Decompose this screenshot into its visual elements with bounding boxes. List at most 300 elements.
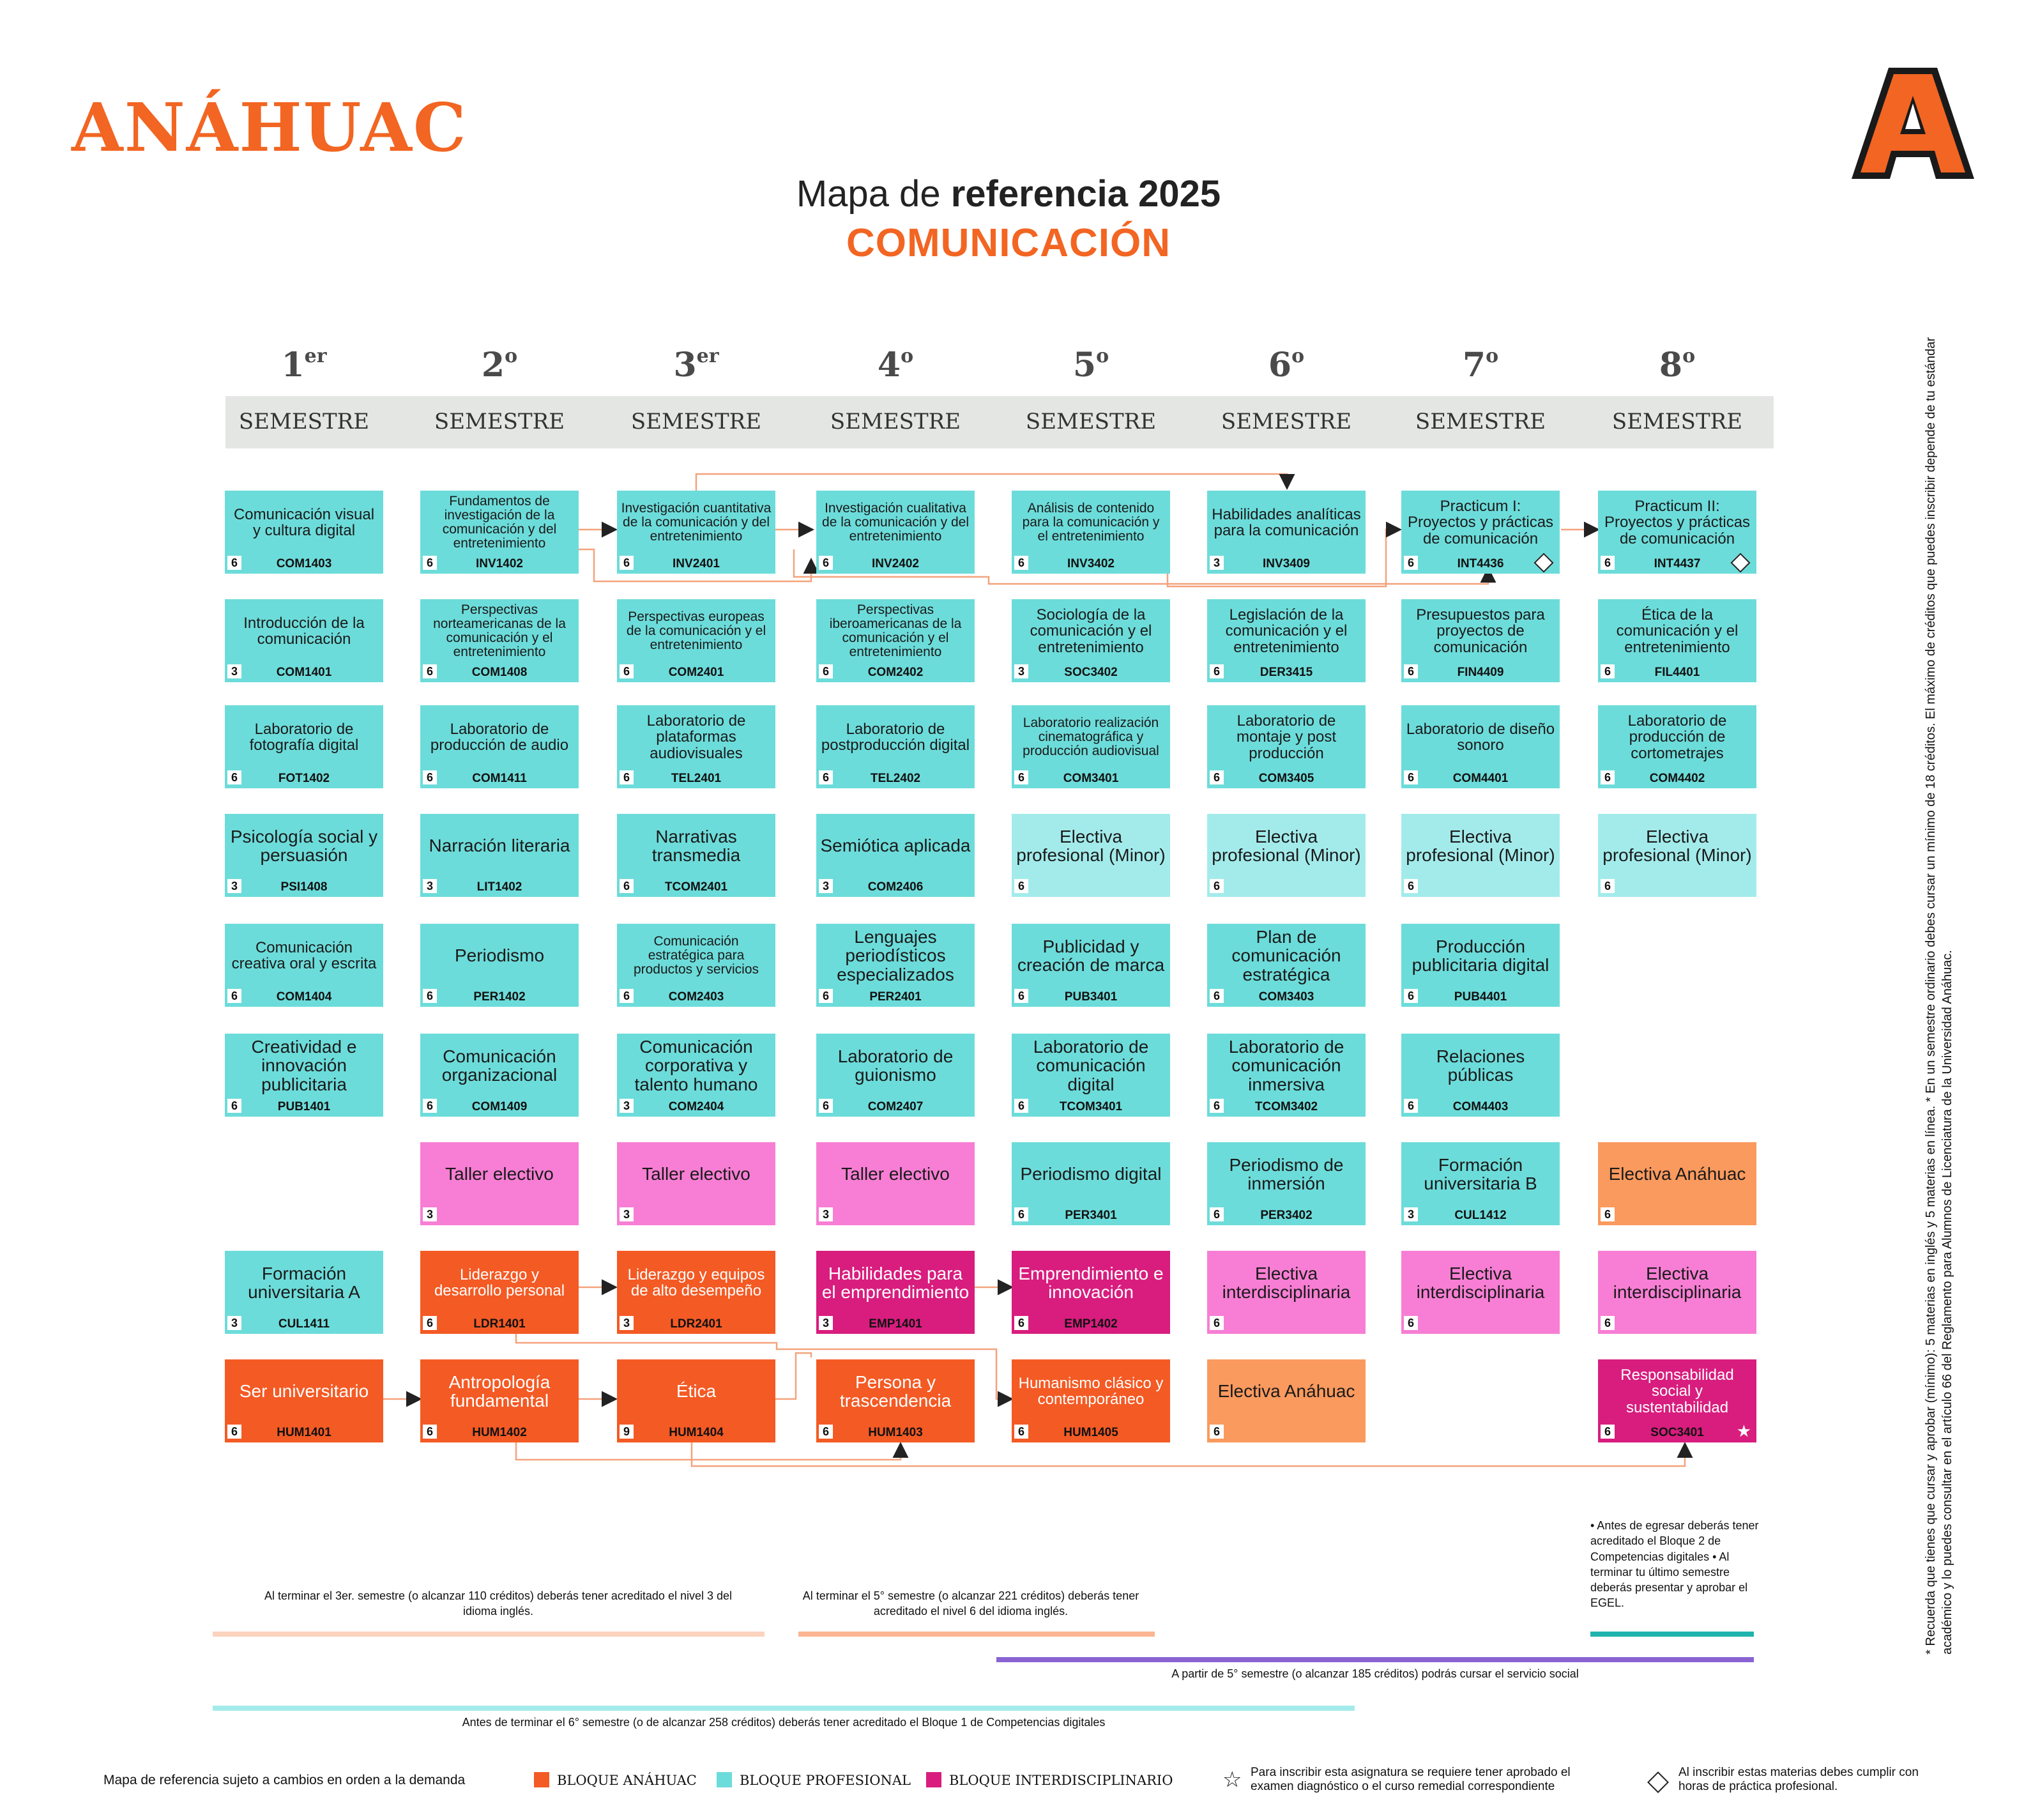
course-box-int4437	[1598, 491, 1756, 574]
course-box-fot1402	[225, 705, 383, 788]
course-box-elective	[1207, 814, 1366, 897]
course-credits: 3	[1210, 556, 1224, 570]
semester-label-3: SEMESTRE	[630, 409, 762, 434]
course-code: COM2402	[867, 666, 924, 679]
course-name: Presupuestos para proyectos de comunicación	[1416, 606, 1545, 656]
course-credits: 6	[423, 770, 437, 784]
course-box-fil4401	[1598, 599, 1756, 682]
course-box-pub4401	[1401, 924, 1560, 1007]
course-code: EMP1402	[1064, 1317, 1118, 1331]
course-credits: 3	[819, 879, 833, 893]
semester-number-8: 8$^o$	[1659, 345, 1696, 385]
course-credits: 6	[620, 989, 634, 1003]
course-box-hum1402	[420, 1359, 579, 1442]
course-name: Electiva profesional (Minor)	[1602, 826, 1752, 865]
course-box-com1404	[225, 924, 383, 1007]
semester-label-7: SEMESTRE	[1415, 409, 1546, 434]
course-box-elective	[1207, 1359, 1366, 1442]
course-code: PUB3401	[1064, 990, 1118, 1004]
course-credits: 6	[423, 1425, 437, 1439]
course-code: CUL1412	[1454, 1209, 1507, 1222]
course-name: Habilidades analíticas para la comunicación	[1212, 505, 1361, 539]
course-name: Periodismo digital	[1020, 1164, 1162, 1184]
course-code: COM3403	[1258, 990, 1314, 1004]
course-box-com2403	[617, 924, 775, 1007]
course-box-hum1404	[617, 1359, 775, 1442]
course-code: COM4402	[1649, 772, 1705, 785]
course-name: Emprendimiento e innovación	[1018, 1263, 1164, 1302]
course-code: PUB4401	[1454, 990, 1507, 1004]
course-code: COM2404	[668, 1100, 724, 1113]
course-box-elective	[816, 1142, 975, 1225]
course-credits: 6	[1404, 1099, 1418, 1113]
course-credits: 6	[1404, 879, 1418, 893]
english-level-3-note: Al terminar el 3er. semestre (o alcanzar 110 créditos) deberás tener acreditado el nivel 3 del idioma inglés.	[264, 1589, 733, 1618]
course-name: Taller electivo	[642, 1164, 750, 1184]
course-name: Comunicación visual y cultura digital	[233, 505, 375, 539]
course-box-ldr1401	[420, 1251, 579, 1334]
course-credits: 6	[1014, 1207, 1028, 1221]
course-name: Practicum II: Proyectos y prácticas de comunicación	[1604, 498, 1751, 547]
connector-inv2401-inv3409	[696, 474, 1287, 491]
course-box-lit1402	[420, 814, 579, 897]
course-credits: 6	[423, 664, 437, 678]
course-code: COM3401	[1063, 772, 1119, 785]
legend-disclaimer: Mapa de referencia sujeto a cambios en orden a la demanda	[103, 1773, 466, 1787]
course-name: Persona y trascendencia	[839, 1372, 952, 1411]
course-box-fin4409	[1401, 599, 1560, 682]
semester-label-2: SEMESTRE	[434, 409, 565, 434]
course-name: Humanismo clásico y contemporáneo	[1018, 1374, 1164, 1408]
course-box-inv2401	[617, 491, 775, 574]
course-credits: 6	[1210, 1099, 1224, 1113]
course-box-elective	[1598, 1251, 1756, 1334]
course-box-ldr2401	[617, 1251, 775, 1334]
course-name: Ética	[676, 1381, 717, 1402]
course-credits: 6	[227, 1099, 241, 1113]
course-code: INV3409	[1263, 557, 1310, 570]
course-name: Fundamentos de investigación de la comunicación y del entretenimiento	[442, 493, 557, 551]
legend-anahuac-label: BLOQUE ANÁHUAC	[557, 1773, 697, 1788]
course-credits: 6	[1601, 770, 1615, 784]
semester-number-7: 7$^o$	[1462, 345, 1499, 385]
course-box-elective	[1207, 1251, 1366, 1334]
course-box-emp1401	[816, 1251, 975, 1334]
course-box-hum1405	[1012, 1359, 1170, 1442]
course-credits: 6	[1404, 1316, 1418, 1330]
course-credits: 6	[423, 1316, 437, 1330]
course-credits: 6	[1601, 1316, 1615, 1330]
course-code: TCOM2401	[664, 880, 728, 894]
course-name: Formación universitaria B	[1424, 1154, 1537, 1193]
course-credits: 3	[227, 1316, 241, 1330]
course-credits: 6	[819, 1425, 833, 1439]
side-requirements-note: * Recuerda que tienes que cursar y aprobar (mínimo): 5 materias en inglés y 5 materias en línea. * En un semestre ordinario debes cursar un mínimo de 18 créditos. El máximo de créditos que puedes inscribir depende de tu estándar académico y lo puedes consultar en el artículo 66 del Reglamento para Alumnos de Licenciatura de la Universidad Anáhuac.	[1924, 337, 1954, 1655]
course-box-soc3402	[1012, 599, 1170, 682]
course-code: SOC3401	[1650, 1426, 1704, 1439]
course-name: Laboratorio de producción de cortometrajes	[1627, 712, 1727, 762]
course-name: Laboratorio de guionismo	[837, 1046, 954, 1085]
course-box-com1411	[420, 705, 579, 788]
course-code: COM1409	[471, 1100, 528, 1113]
course-name: Comunicación estratégica para productos y servicios	[633, 933, 759, 977]
digital-competencies-note: Antes de terminar el 6° semestre (o de alcanzar 258 créditos) deberás tener acreditado el Bloque 1 de Competencias digitales	[462, 1716, 1106, 1729]
course-name: Lenguajes periodísticos especializados	[837, 926, 954, 984]
course-credits: 3	[819, 1316, 833, 1330]
course-box-psi1408	[225, 814, 383, 897]
course-code: INV1402	[476, 557, 523, 570]
course-box-inv2402	[816, 491, 975, 574]
course-code: HUM1404	[669, 1426, 724, 1439]
course-credits: 6	[1404, 556, 1418, 570]
course-code: HUM1401	[277, 1426, 331, 1439]
course-box-tcom3401	[1012, 1034, 1170, 1117]
english-level-6-bar	[798, 1632, 1155, 1637]
course-box-soc3401	[1598, 1359, 1756, 1442]
course-code: PSI1408	[280, 880, 328, 894]
legend-anahuac-swatch	[534, 1772, 549, 1787]
course-code: PER1402	[473, 990, 526, 1004]
course-credits: 6	[620, 770, 634, 784]
semester-number-5: 5$^o$	[1072, 345, 1109, 385]
course-name: Creatividad e innovación publicitaria	[251, 1036, 357, 1094]
course-box-com1403	[225, 491, 383, 574]
course-credits: 6	[1601, 664, 1615, 678]
course-name: Publicidad y creación de marca	[1017, 936, 1165, 975]
course-credits: 3	[819, 1207, 833, 1221]
course-code: EMP1401	[869, 1317, 922, 1331]
course-code: INT4436	[1457, 557, 1504, 570]
course-name: Perspectivas norteamericanas de la comunicación y el entretenimiento	[433, 602, 566, 660]
star-icon: ☆	[1222, 1768, 1242, 1792]
course-box-com3403	[1207, 924, 1366, 1007]
course-code: HUM1402	[472, 1426, 527, 1439]
course-box-int4436	[1401, 491, 1560, 574]
course-code: LDR1401	[473, 1317, 526, 1331]
course-name: Análisis de contenido para la comunicación y el entretenimiento	[1022, 500, 1160, 544]
course-credits: 6	[1014, 1425, 1028, 1439]
course-name: Comunicación creativa oral y escrita	[231, 938, 377, 972]
course-credits: 6	[1210, 1425, 1224, 1439]
course-box-com3405	[1207, 705, 1366, 788]
course-code: INT4437	[1654, 557, 1701, 570]
course-box-elective	[1598, 814, 1756, 897]
course-code: COM1411	[472, 772, 527, 785]
semester-label-6: SEMESTRE	[1221, 409, 1352, 434]
course-code: LIT1402	[476, 880, 522, 894]
course-credits: 6	[819, 770, 833, 784]
egel-note: • Antes de egresar deberás tener acreditado el Bloque 2 de Competencias digitales • Al terminar tu último semestre deberás presentar y aprobar el EGEL.	[1590, 1519, 1759, 1610]
semester-number-6: 6$^o$	[1268, 345, 1305, 385]
course-credits: 6	[620, 664, 634, 678]
course-box-tcom2401	[617, 814, 775, 897]
course-name: Habilidades para el emprendimiento	[821, 1263, 970, 1302]
english-level-3-bar	[213, 1632, 765, 1637]
course-credits: 6	[1404, 664, 1418, 678]
course-name: Practicum I: Proyectos y prácticas de comunicación	[1407, 498, 1554, 547]
social-service-bar	[996, 1657, 1754, 1662]
course-code: PER3402	[1260, 1209, 1313, 1222]
course-box-com2401	[617, 599, 775, 682]
semester-label-1: SEMESTRE	[238, 409, 370, 434]
course-name: Formación universitaria A	[248, 1263, 360, 1302]
course-box-com4402	[1598, 705, 1756, 788]
course-credits: 6	[1210, 1316, 1224, 1330]
social-service-note: A partir de 5° semestre (o alcanzar 185 créditos) podrás cursar el servicio social	[1171, 1667, 1579, 1680]
course-name: Laboratorio realización cinematográfica y producción audiovisual	[1023, 715, 1159, 759]
course-credits: 6	[1014, 1316, 1028, 1330]
course-name: Liderazgo y desarrollo personal	[434, 1266, 565, 1299]
course-credits: 6	[1601, 1207, 1615, 1221]
course-box-com2404	[617, 1034, 775, 1117]
course-box-tcom3402	[1207, 1034, 1366, 1117]
course-name: Legislación de la comunicación y el entretenimiento	[1225, 606, 1348, 656]
course-credits: 6	[423, 989, 437, 1003]
course-code: FOT1402	[278, 772, 330, 785]
course-code: HUM1403	[868, 1426, 923, 1439]
semester-number-4: 4$^o$	[877, 345, 914, 385]
course-credits: 6	[1601, 879, 1615, 893]
course-name: Liderazgo y equipos de alto desempeño	[627, 1266, 765, 1299]
course-credits: 6	[423, 1099, 437, 1113]
course-credits: 3	[620, 1099, 634, 1113]
course-name: Plan de comunicación estratégica	[1231, 926, 1341, 984]
course-name: Electiva Anáhuac	[1217, 1381, 1355, 1402]
course-credits: 6	[227, 770, 241, 784]
course-code: PUB1401	[277, 1100, 331, 1113]
course-box-inv1402	[420, 491, 579, 574]
course-code: FIN4409	[1457, 666, 1504, 679]
course-name: Laboratorio de comunicación digital	[1033, 1036, 1149, 1094]
course-credits: 6	[1014, 770, 1028, 784]
semester-label-5: SEMESTRE	[1025, 409, 1157, 434]
course-name: Narración literaria	[429, 836, 570, 856]
course-name: Taller electivo	[841, 1164, 950, 1184]
course-credits: 6	[1014, 989, 1028, 1003]
course-box-elective	[420, 1142, 579, 1225]
course-box-com1401	[225, 599, 383, 682]
course-code: COM2403	[668, 990, 724, 1004]
course-code: COM2407	[867, 1100, 924, 1113]
course-box-tel2402	[816, 705, 975, 788]
course-credits: 6	[1404, 989, 1418, 1003]
course-name: Laboratorio de producción de audio	[430, 720, 569, 754]
semester-number-1: 1er	[281, 345, 327, 385]
course-name: Antropología fundamental	[448, 1372, 551, 1411]
course-box-com4401	[1401, 705, 1560, 788]
legend-interdisciplinario-swatch	[926, 1772, 941, 1787]
course-name: Laboratorio de postproducción digital	[821, 720, 970, 754]
course-code: PER3401	[1065, 1209, 1117, 1222]
course-box-elective	[1012, 814, 1170, 897]
course-name: Laboratorio de comunicación inmersiva	[1228, 1036, 1344, 1094]
semester-number-3: 3er	[673, 345, 719, 385]
course-credits: 6	[1210, 879, 1224, 893]
course-name: Periodismo	[454, 945, 545, 966]
course-box-pub3401	[1012, 924, 1170, 1007]
course-name: Semiótica aplicada	[820, 836, 971, 856]
course-name: Producción publicitaria digital	[1412, 936, 1549, 975]
course-box-inv3409	[1207, 491, 1366, 574]
course-box-com2406	[816, 814, 975, 897]
course-credits: 3	[227, 664, 241, 678]
course-code: COM1408	[471, 666, 528, 679]
course-credits: 3	[620, 1316, 634, 1330]
course-name: Relaciones públicas	[1436, 1046, 1525, 1085]
course-box-elective	[1598, 1142, 1756, 1225]
course-name: Investigación cuantitativa de la comunicación y del entretenimiento	[621, 500, 772, 544]
course-name: Perspectivas iberoamericanas de la comunicación y el entretenimiento	[829, 602, 962, 660]
course-box-emp1402	[1012, 1251, 1170, 1334]
course-name: Electiva profesional (Minor)	[1212, 826, 1361, 865]
course-box-com3401	[1012, 705, 1170, 788]
course-name: Ser universitario	[239, 1381, 369, 1402]
course-name: Laboratorio de plataformas audiovisuales	[646, 712, 746, 762]
course-code: HUM1405	[1063, 1426, 1118, 1439]
course-code: COM2401	[668, 666, 724, 679]
course-code: TCOM3402	[1254, 1100, 1318, 1113]
course-credits: 3	[1404, 1207, 1418, 1221]
course-name: Laboratorio de montaje y post producción	[1236, 712, 1337, 762]
legend-profesional-swatch	[717, 1772, 732, 1787]
program-title: COMUNICACIÓN	[846, 221, 1171, 265]
course-name: Periodismo de inmersión	[1229, 1154, 1344, 1193]
course-credits: 6	[227, 989, 241, 1003]
course-box-com2402	[816, 599, 975, 682]
connector-hum1404-soc3401	[692, 1441, 1685, 1466]
digital-competencies-bar	[213, 1706, 1355, 1711]
course-credits: 6	[819, 1099, 833, 1113]
course-code: FIL4401	[1654, 666, 1700, 679]
course-name: Taller electivo	[445, 1164, 554, 1184]
course-code: COM2406	[867, 880, 924, 894]
course-credits: 6	[423, 556, 437, 570]
legend-profesional-label: BLOQUE PROFESIONAL	[740, 1773, 911, 1788]
course-box-com4403	[1401, 1034, 1560, 1117]
semester-number-2: 2$^o$	[481, 345, 518, 385]
course-code: INV3402	[1067, 557, 1115, 570]
course-box-cul1411	[225, 1251, 383, 1334]
course-name: Ética de la comunicación y el entretenimiento	[1616, 606, 1739, 656]
course-code: PER2401	[869, 990, 922, 1004]
course-name: Comunicación organizacional	[441, 1046, 558, 1085]
course-credits: 3	[423, 879, 437, 893]
course-name: Electiva Anáhuac	[1608, 1164, 1746, 1184]
course-box-per2401	[816, 924, 975, 1007]
course-credits: 6	[819, 989, 833, 1003]
course-box-der3415	[1207, 599, 1366, 682]
course-box-per3401	[1012, 1142, 1170, 1225]
course-code: TEL2402	[870, 772, 921, 785]
course-code: SOC3402	[1064, 666, 1118, 679]
course-credits: 6	[819, 556, 833, 570]
course-name: Electiva profesional (Minor)	[1406, 826, 1555, 865]
course-credits: 6	[1210, 664, 1224, 678]
course-box-com2407	[816, 1034, 975, 1117]
course-credits: 6	[620, 556, 634, 570]
connector-hum1402-hum1403	[516, 1441, 901, 1460]
course-box-cul1412	[1401, 1142, 1560, 1225]
connector-hum1404-hum1403	[775, 1353, 811, 1399]
course-credits: 3	[1014, 664, 1028, 678]
legend-diamond-note: Al inscribir estas materias debes cumplir con horas de práctica profesional.	[1678, 1766, 1919, 1793]
course-code: COM4401	[1452, 772, 1509, 785]
course-code: INV2401	[673, 557, 720, 570]
course-credits: 3	[423, 1207, 437, 1221]
star-icon: ★	[1736, 1421, 1751, 1441]
course-name: Investigación cualitativa de la comunicación y del entretenimiento	[822, 500, 969, 544]
course-box-elective	[617, 1142, 775, 1225]
legend-interdisciplinario-label: BLOQUE INTERDISCIPLINARIO	[949, 1773, 1173, 1788]
course-code: COM1403	[276, 557, 332, 570]
course-credits: 6	[1601, 556, 1615, 570]
course-code: CUL1411	[278, 1317, 330, 1331]
course-code: DER3415	[1260, 666, 1313, 679]
course-credits: 6	[1210, 770, 1224, 784]
course-code: COM4403	[1452, 1100, 1509, 1113]
course-box-tel2401	[617, 705, 775, 788]
course-credits: 3	[227, 879, 241, 893]
course-box-per1402	[420, 924, 579, 1007]
course-credits: 6	[227, 1425, 241, 1439]
course-name: Introducción de la comunicación	[243, 614, 365, 648]
course-code: INV2402	[872, 557, 919, 570]
page-title: Mapa de referencia 2025	[796, 173, 1221, 215]
course-name: Laboratorio de fotografía digital	[249, 720, 359, 754]
course-credits: 6	[1014, 879, 1028, 893]
course-credits: 6	[819, 664, 833, 678]
semester-label-4: SEMESTRE	[830, 409, 961, 434]
course-name: Comunicación corporativa y talento humano	[634, 1036, 758, 1094]
course-name: Electiva profesional (Minor)	[1016, 826, 1166, 865]
course-box-pub1401	[225, 1034, 383, 1117]
course-credits: 6	[1014, 1099, 1028, 1113]
course-code: COM3405	[1258, 772, 1314, 785]
english-level-6-note: Al terminar el 5° semestre (o alcanzar 221 créditos) deberás tener acreditado el nivel 6 del idioma inglés.	[802, 1589, 1139, 1618]
course-code: TEL2401	[671, 772, 722, 785]
course-box-elective	[1401, 1251, 1560, 1334]
course-name: Sociología de la comunicación y el entretenimiento	[1030, 606, 1152, 656]
course-box-elective	[1401, 814, 1560, 897]
course-credits: 3	[620, 1207, 634, 1221]
course-name: Narrativas transmedia	[651, 826, 741, 865]
course-code: COM1404	[276, 990, 332, 1004]
course-box-hum1401	[225, 1359, 383, 1442]
course-box-inv3402	[1012, 491, 1170, 574]
course-credits: 6	[1210, 989, 1224, 1003]
semester-label-8: SEMESTRE	[1611, 409, 1743, 434]
course-credits: 6	[620, 879, 634, 893]
course-code: LDR2401	[670, 1317, 722, 1331]
course-box-com1408	[420, 599, 579, 682]
egel-bar	[1590, 1632, 1754, 1637]
course-name: Electiva interdisciplinaria	[1222, 1263, 1351, 1302]
course-name: Perspectivas europeas de la comunicación y el entretenimiento	[626, 609, 766, 653]
course-name: Electiva interdisciplinaria	[1613, 1263, 1742, 1302]
course-box-com1409	[420, 1034, 579, 1117]
course-code: TCOM3401	[1059, 1100, 1123, 1113]
course-credits: 6	[1601, 1425, 1615, 1439]
course-name: Electiva interdisciplinaria	[1416, 1263, 1545, 1302]
course-credits: 6	[227, 556, 241, 570]
legend-star-note: Para inscribir esta asignatura se requiere tener aprobado el examen diagnóstico o el curso remedial correspondiente	[1251, 1766, 1571, 1793]
course-name: Psicología social y persuasión	[230, 826, 378, 865]
course-box-per3402	[1207, 1142, 1366, 1225]
course-credits: 6	[1014, 556, 1028, 570]
course-credits: 9	[620, 1425, 634, 1439]
course-name: Responsabilidad social y sustentabilidad	[1620, 1366, 1734, 1416]
course-box-hum1403	[816, 1359, 975, 1442]
